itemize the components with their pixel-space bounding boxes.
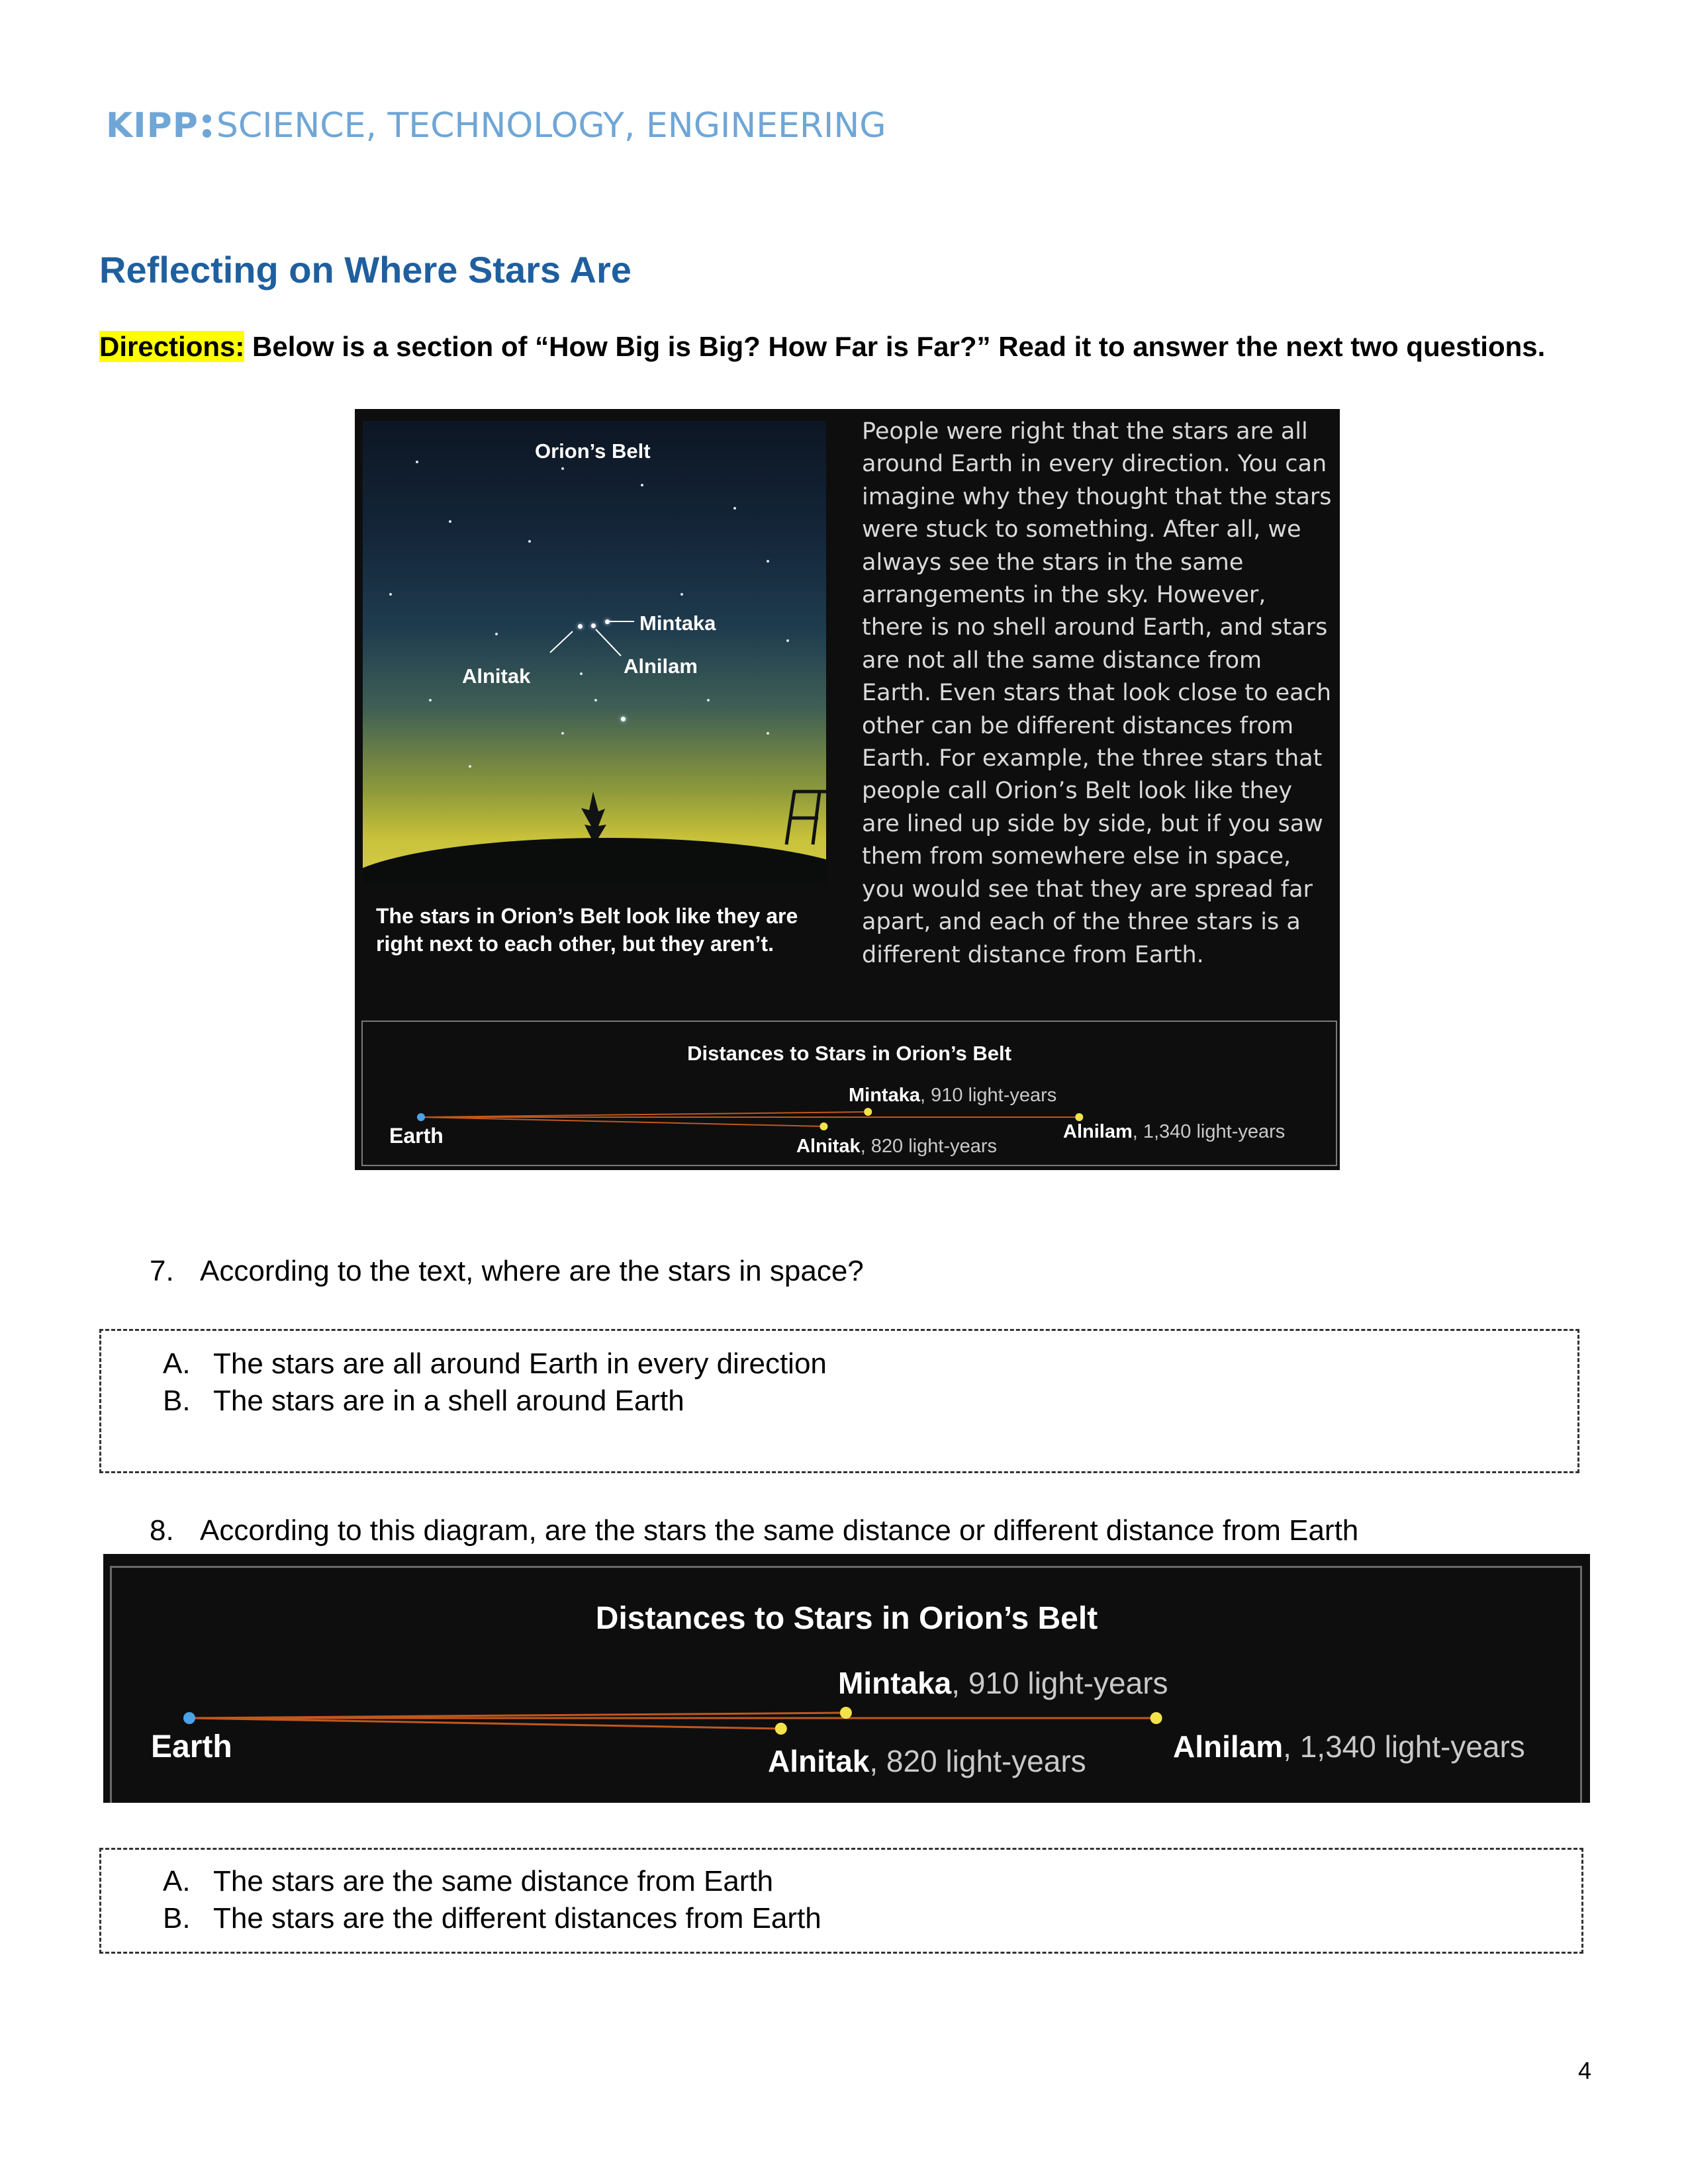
directions-text: Below is a section of “How Big is Big? How Far is Far?” Read it to answer the next two questions.: [244, 331, 1546, 362]
distance-line-alnitak: [421, 1117, 823, 1126]
distance-diagram-small: [361, 1021, 1337, 1166]
q7-option-a[interactable]: A. The stars are all around Earth in every direction: [163, 1347, 827, 1380]
star-point-alnitak: [820, 1122, 827, 1130]
directions: [99, 331, 1545, 363]
page-title: Reflecting on Where Stars Are: [99, 249, 632, 291]
brand-colon-icon: [203, 114, 211, 138]
photo-title: Orion’s Belt: [535, 439, 651, 463]
star-point-alnitak: [775, 1723, 787, 1735]
brand-logo: KIPP: [106, 106, 199, 146]
star-point-mintaka: [840, 1707, 852, 1719]
alnilam-label: Alnilam: [624, 655, 698, 678]
header-subtitle: SCIENCE, TECHNOLOGY, ENGINEERING: [216, 106, 886, 146]
earth-label: Earth: [151, 1729, 232, 1764]
alnitak-distance-label: Alnitak, 820 light-years: [768, 1744, 1086, 1778]
q8-option-a[interactable]: A. The stars are the same distance from Earth: [163, 1865, 774, 1897]
alnitak-distance-label: Alnitak, 820 light-years: [796, 1136, 998, 1157]
distance-line-mintaka: [421, 1112, 868, 1117]
earth-label: Earth: [389, 1124, 444, 1148]
diagram-title: Distances to Stars in Orion’s Belt: [687, 1042, 1011, 1065]
alnilam-distance-label: Alnilam, 1,340 light-years: [1173, 1729, 1525, 1764]
star-point-mintaka: [864, 1108, 872, 1116]
page-header: [106, 99, 886, 152]
alnitak-label: Alnitak: [462, 664, 531, 688]
star-pointer-lines: [363, 421, 826, 884]
mintaka-distance-label: Mintaka, 910 light-years: [838, 1666, 1168, 1700]
question-text: According to this diagram, are the stars the same distance or different distance from Earth: [200, 1514, 1359, 1547]
question-7: [150, 1255, 864, 1288]
reading-figure: [355, 409, 1340, 1170]
diagram-title: Distances to Stars in Orion’s Belt: [595, 1601, 1098, 1636]
q8-option-b[interactable]: B. The stars are the different distances from Earth: [163, 1902, 821, 1934]
answer-box-8: [99, 1848, 1583, 1954]
star-point-alnilam: [1150, 1712, 1162, 1724]
mintaka-distance-label: Mintaka, 910 light-years: [849, 1085, 1057, 1106]
directions-label: Directions:: [99, 331, 245, 362]
reading-passage: People were right that the stars are all around Earth in every direction. You can imagine why they thought that the stars were stuck to something. After all, we always see the stars in the same arrangements in the sky. However, there is no shell around Earth, and stars are not all the same distance from Earth. Even stars that look close to each other can be different distances from Earth. For example, the three stars that people call Orion’s Belt look like they are lined up side by side, but if you saw them from somewhere else in space, you would see that they are spread far apart, and each of the three stars is a different distance from Earth.: [862, 418, 1332, 968]
distance-diagram-large: [103, 1554, 1590, 1803]
distance-line-alnitak: [189, 1718, 781, 1729]
question-number: 8.: [150, 1514, 174, 1547]
earth-point: [183, 1712, 195, 1724]
alnilam-distance-label: Alnilam, 1,340 light-years: [1063, 1121, 1286, 1142]
earth-point: [417, 1113, 425, 1121]
question-8: [150, 1514, 1358, 1547]
star-point-alnilam: [1075, 1113, 1083, 1121]
page-number: 4: [1578, 2057, 1592, 2084]
question-number: 7.: [150, 1255, 174, 1287]
mintaka-label: Mintaka: [639, 612, 716, 635]
question-text: According to the text, where are the stars in space?: [200, 1255, 864, 1287]
orion-sky-photo: [363, 421, 826, 884]
q7-option-b[interactable]: B. The stars are in a shell around Earth: [163, 1385, 684, 1417]
photo-caption: The stars in Orion’s Belt look like they are right next to each other, but they aren’t.: [376, 904, 798, 956]
